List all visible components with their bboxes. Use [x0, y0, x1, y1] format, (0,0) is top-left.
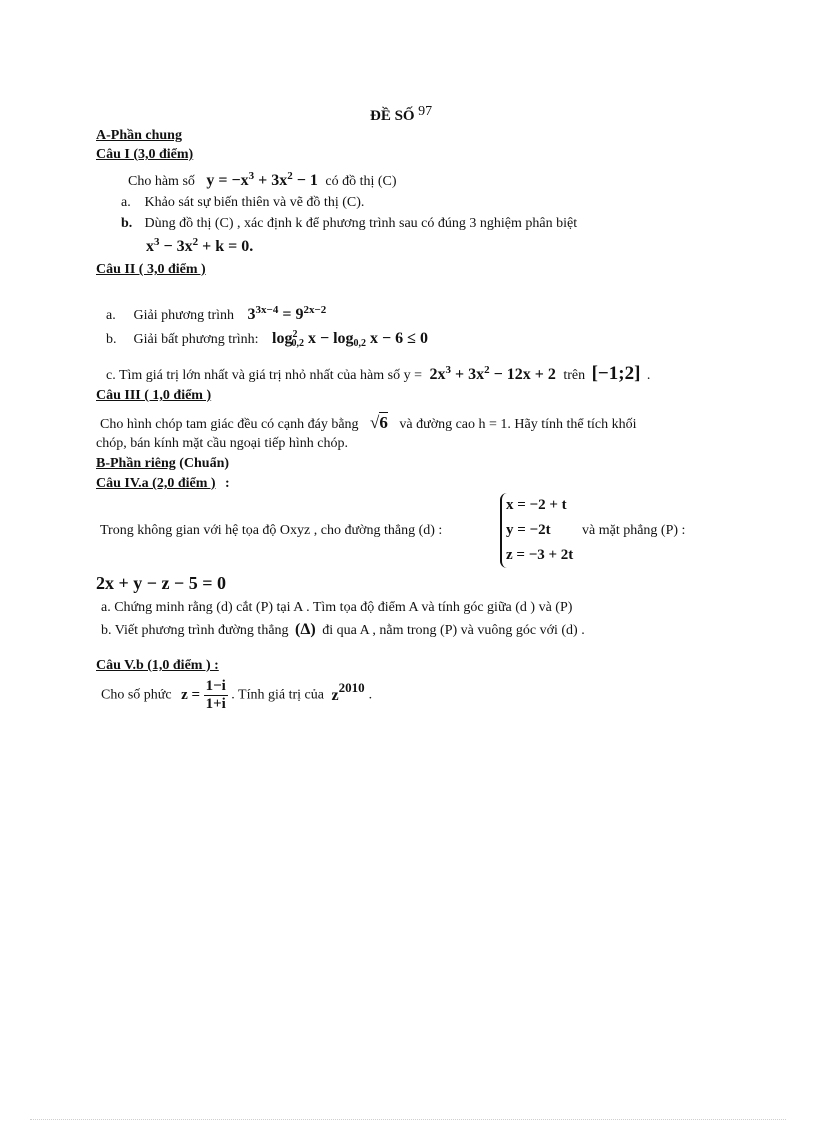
q2-part-b: b. Giải bất phương trình: $\log^2_{0,2} x - \log_{0,2} x - 6 \le 0$ — [106, 329, 428, 349]
q2-part-a: a. Giải phương trình $3^{3x-4} = 9^{2x-2}$ — [106, 304, 327, 323]
q1-b-equation: $x^3 - 3x^2 + k = 0$. — [146, 236, 254, 255]
q2-c-function: $2x^3 + 3x^2 - 12x + 2$ — [429, 364, 556, 383]
q1-function: $y = -x^3 + 3x^2 - 1$ — [206, 170, 318, 189]
q4-part-b: b. Viết phương trình đường thẳng (Δ) đi qua A , nằm trong (P) và vuông góc với (d) . — [101, 621, 585, 638]
q3-line2: chóp, bán kính mặt cầu ngoại tiếp hình chóp. — [96, 436, 348, 451]
sqrt-6: √6 — [370, 413, 388, 432]
part-a-heading: A-Phần chung — [96, 128, 182, 143]
complex-fraction: $\frac{1-i}{1+i}$ — [205, 678, 226, 712]
q4-line-system: x = −2 + t y = −2t z = −3 + 2t — [500, 493, 573, 568]
q5-heading: Câu V.b (1,0 điểm ) : — [96, 658, 219, 673]
z-power: $z^{2010}$ — [331, 679, 365, 704]
delta-symbol: (Δ) — [295, 621, 316, 638]
q2-part-c: c. Tìm giá trị lớn nhất và giá trị nhỏ nhất của hàm số $y = 2x^3 + 3x^2 - 12x + 2$ trên [−1;2] . — [106, 363, 651, 384]
title-main: ĐỀ SỐ — [370, 108, 415, 124]
q1-part-b: b. Dùng đồ thị (C) , xác định k để phương trình sau có đúng 3 nghiệm phân biệt — [121, 216, 578, 231]
q2-heading: Câu II ( 3,0 điểm ) — [96, 262, 206, 277]
q5-line: Cho số phức z = $\frac{1-i}{1+i}$ . Tính giá trị của $z^{2010}$ . — [101, 678, 373, 712]
q4-part-a: a. Chứng minh rằng (d) cắt (P) tại A . Tìm tọa độ điểm A và tính góc giữa (d ) và (P) — [101, 600, 573, 615]
q4-heading: Câu IV.a (2,0 điểm ) : — [96, 476, 230, 491]
q4-intro: Trong không gian với hệ tọa độ Oxyz , cho đường thẳng (d) : — [100, 523, 443, 538]
q1-part-a: a. Khảo sát sự biến thiên và vẽ đồ thị (C). — [121, 195, 365, 210]
q2-a-equation: $3^{3x-4} = 9^{2x-2}$ — [247, 304, 327, 323]
document-title — [370, 104, 433, 125]
q2-c-interval: [−1;2] — [591, 363, 641, 384]
q1-intro: Cho hàm số $y = -x^3 + 3x^2 - 1$ có đồ thị (C) — [128, 170, 397, 189]
q2-b-inequality: $\log^2_{0,2} x - \log_{0,2} x - 6 \le 0$ — [272, 329, 428, 349]
q3-line1: Cho hình chóp tam giác đều có cạnh đáy bằng √6 và đường cao h = 1. Hãy tính thể tích khối — [100, 413, 637, 432]
title-number: 97 — [418, 104, 433, 119]
page-bottom-border — [30, 1119, 786, 1120]
q4-plane-text: và mặt phẳng (P) : — [582, 523, 686, 538]
q4-plane-equation: 2x + y − z − 5 = 0 — [96, 573, 227, 593]
q3-heading: Câu III ( 1,0 điểm ) — [96, 388, 212, 403]
q1-heading: Câu I (3,0 điểm) — [96, 147, 194, 162]
part-b-heading: B-Phần riêng (Chuẩn) — [96, 456, 230, 471]
